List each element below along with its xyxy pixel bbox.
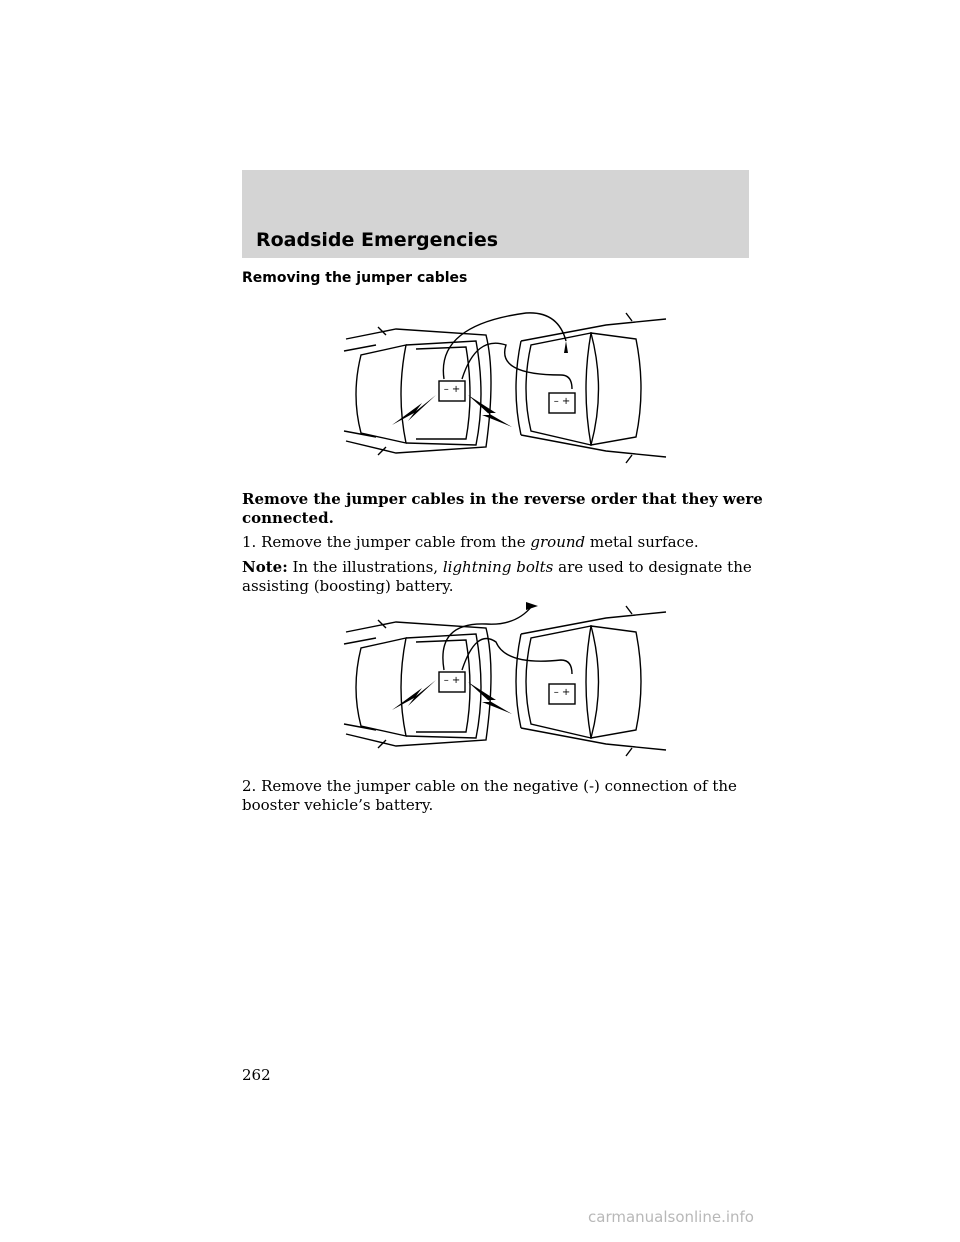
battery-label-right: – + — [553, 687, 571, 698]
page-header-title: Roadside Emergencies — [256, 229, 499, 251]
battery-label-right: – + — [553, 396, 571, 407]
jumper-cable-diagram-1 — [336, 305, 676, 465]
note-label: Note: — [242, 558, 288, 576]
jumper-cable-diagram-2 — [336, 598, 676, 758]
note-paragraph: Note: In the illustrations, lightning bolts are used to designate the assisting (boosting) battery. — [242, 558, 752, 595]
battery-label-left: – + — [443, 675, 461, 686]
lightning-bolt-icon — [392, 395, 436, 425]
step-2: 2. Remove the jumper cable on the negative (-) connection of the booster vehicle’s battery. — [242, 777, 737, 814]
lightning-bolt-icon — [392, 680, 436, 710]
term-ground: ground — [530, 533, 586, 551]
step-1: 1. Remove the jumper cable from the ground metal surface. — [242, 533, 699, 551]
page-number: 262 — [242, 1066, 271, 1084]
section-heading: Removing the jumper cables — [242, 270, 468, 286]
battery-label-left: – + — [443, 384, 461, 395]
term-lightning-bolts: lightning bolts — [442, 558, 554, 576]
footer-watermark: carmanualsonline.info — [588, 1208, 754, 1226]
intro-paragraph: Remove the jumper cables in the reverse order that they were connected. — [242, 490, 763, 527]
